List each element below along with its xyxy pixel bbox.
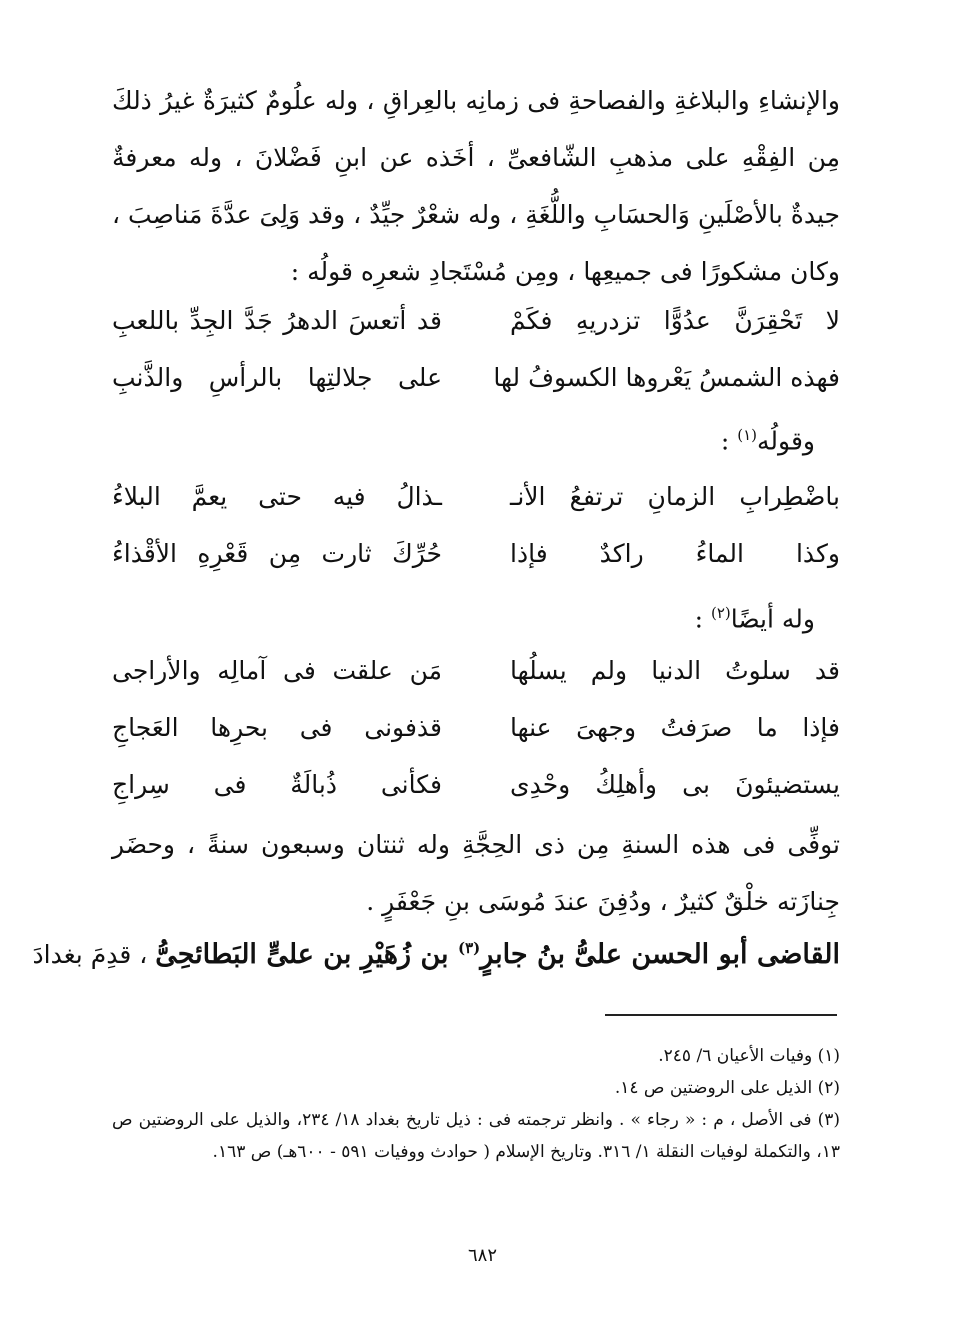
verse-row (112, 642, 840, 699)
verse-row (112, 349, 840, 406)
hemistich-left: فكأنى ذُبالَةٌ فى سِراجِ (112, 770, 442, 799)
verse-row (112, 756, 840, 813)
intro-verse-2 (721, 410, 815, 466)
intro-verse-3 (695, 588, 815, 644)
hemistich-right: قد سلوتُ الدنيا ولم يسلُها (510, 656, 840, 685)
intro-paragraph (112, 72, 840, 300)
verse-row (112, 468, 840, 525)
hemistich-left: ـذالُ فيه حتى يعمَّ البلاءُ (112, 482, 442, 511)
hemistich-right: لا تَحْقِرَنَّ عدُوًّا تزدريهِ فكَمْ (510, 306, 840, 335)
death-line-2: خلْقٌ كثيرٌ ، ودُفِنَ عندَ مُوسَى بنِ جَعْفَرٍ . (366, 887, 769, 916)
death-line-1: توفِّى فى هذه السنةِ مِن ذى الحِجَّةِ وله ثنتان وسبعون سنةً ، وحضَر جِنازَته (112, 830, 840, 916)
footnotes (112, 1040, 840, 1168)
intro-verse-2-text: وقولُه (757, 426, 815, 456)
footnote-2: (٢) الذيل على الروضتين ص ١٤. (614, 1078, 840, 1098)
verse-row (112, 525, 840, 582)
hemistich-right: باضْطِرابِ الزمانِ ترتفعُ الأنـ (510, 482, 840, 511)
poem-1 (112, 292, 840, 406)
verse-row (112, 292, 840, 349)
footnote-3: (٣) فى الأصل ، م : « رجاء » . وانظر ترجمته فى : ذيل تاريخ بغداد ١٨/ ٢٣٤، والذيل على الروضتين ص ١٣، والتكملة لوفيات النقلة ١/ ٣١٦. وتاريخ الإسلام ( حوادث ووفيات ٥٩١ - ٦٠٠هـ) ص ١٦٣. (112, 1110, 840, 1162)
hemistich-right: فهذه الشمسُ يَعْروها الكسوفُ لها (493, 363, 840, 392)
colon: : (694, 604, 711, 634)
heading-tail: ، قدِمَ بغدادَ (32, 940, 156, 969)
intro-line-2: الفِقْهِ على مذهبِ الشّافعىِّ ، أخَذه عن ابنِ فَضْلانَ ، وله معرفةٌ جيدةٌ بالأصْلَينِ (112, 143, 840, 229)
death-paragraph (112, 816, 840, 930)
intro-verse-3-text: وله أيضًا (730, 604, 815, 634)
hemistich-left: قذفونى فى بحرِها العَجاجِ (112, 713, 442, 742)
footnote-marker: (٢) (710, 604, 731, 622)
footnote-1: (١) وفيات الأعيان ٦/ ٢٤٥. (658, 1046, 840, 1066)
hemistich-left: حُرِّكَ ثارت مِن قَعْرِهِ الأقْذاءُ (112, 539, 442, 568)
hemistich-right: يستضيئونَ بى وأهلِكُ وحْدِى (510, 770, 840, 799)
intro-line-1: والإنشاءِ والبلاغةِ والفصاحةِ فى زمانِه بالعِراقِ ، وله علُومٌ كثيرَةٌ غيرُ ذلكَ مِن (112, 86, 840, 172)
hemistich-right: فإذا ما صرَفتُ وجهىَ عنها (510, 713, 840, 742)
hemistich-left: قد أتعسَ الدهرُ جَدَّ الجِدِّ باللعبِ (112, 306, 442, 335)
footnote-marker: (١) (737, 426, 758, 444)
heading-name-part-2: بن زُهَيْرِ بن علىٍّ البَطائحِىُّ (155, 939, 458, 970)
hemistich-right: وكذا الماءُ راكدٌ فإذا (510, 539, 840, 568)
heading-name-part-1: القاضى أبو الحسن علىُّ بنُ جابرٍ (480, 939, 840, 970)
colon: : (720, 426, 738, 456)
footnote-divider (605, 1014, 837, 1016)
poem-3 (112, 642, 840, 813)
verse-row (112, 699, 840, 756)
hemistich-left: على جلالتِها بالرأسِ والذَّنبِ (112, 363, 442, 392)
page-number: ٦٨٢ (467, 1245, 497, 1266)
hemistich-left: مَن علقت فى آمالِه والأراجى (112, 656, 442, 685)
intro-line-3: وَالحسَابِ واللُّغَةِ ، وله شعْرٌ جيِّدٌ ، وقد وَلِىَ عدَّةَ مَناصِبَ ، وكان مشكورًا فى (112, 200, 840, 286)
poem-2 (112, 468, 840, 582)
biography-heading (32, 918, 840, 985)
intro-line-4: جميعِها ، ومِن مُسْتَجادِ شعرِه قولُه : (290, 257, 652, 286)
footnote-marker: (٣) (457, 939, 481, 957)
